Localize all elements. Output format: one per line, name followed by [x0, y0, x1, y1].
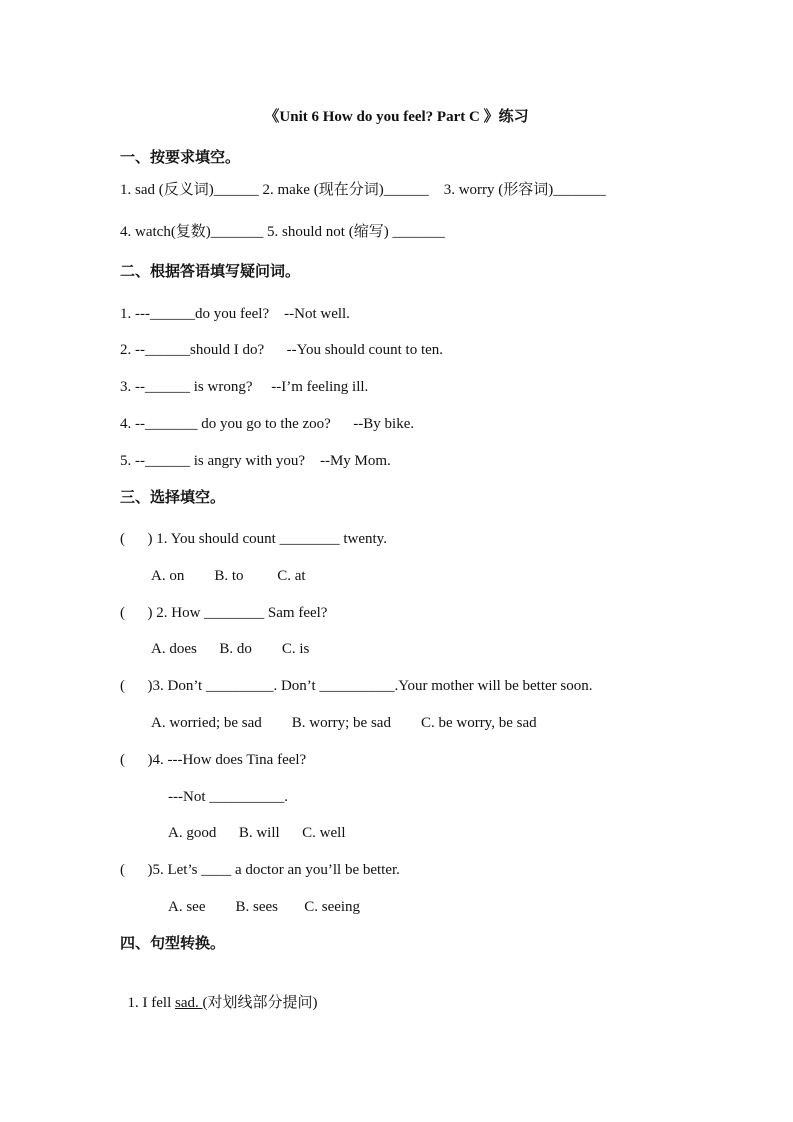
section-heading-3: 三、选择填空。 — [120, 490, 226, 506]
section-heading-2: 二、根据答语填写疑问词。 — [120, 264, 301, 280]
section1-line-2: 4. watch(复数)_______ 5. should not (缩写) _______ — [120, 224, 445, 240]
section-heading-4: 四、句型转换。 — [120, 936, 226, 952]
choice-options-5: A. see B. sees C. seeing — [168, 899, 361, 915]
question-item: 3. --______ is wrong? --I’m feeling ill. — [120, 379, 369, 395]
choice-question-3: ( )3. Don’t _________. Don’t __________.Your mother will be better soon. — [120, 678, 593, 694]
question-item: 4. --_______ do you go to the zoo? --By bike. — [120, 416, 415, 432]
page-title: 《Unit 6 How do you feel? Part C 》练习 — [264, 109, 529, 125]
transform-item-1 — [120, 976, 317, 1012]
choice-question-2: ( ) 2. How ________ Sam feel? — [120, 605, 328, 621]
transform-item-prefix: 1. I fell — [127, 995, 175, 1011]
choice-question-4: ( )4. ---How does Tina feel? — [120, 752, 307, 768]
choice-options-2: A. does B. do C. is — [151, 641, 310, 657]
choice-options-1: A. on B. to C. at — [151, 568, 306, 584]
choice-options-4: A. good B. will C. well — [168, 825, 346, 841]
question-item: 1. ---______do you feel? --Not well. — [120, 306, 350, 322]
section1-line-1: 1. sad (反义词)______ 2. make (现在分词)______ 3. worry (形容词)_______ — [120, 182, 606, 198]
choice-options-3: A. worried; be sad B. worry; be sad C. be worry, be sad — [151, 715, 537, 731]
underlined-word: sad. — [174, 995, 203, 1011]
question-item: 5. --______ is angry with you? --My Mom. — [120, 453, 391, 469]
section-heading-1: 一、按要求填空。 — [120, 150, 241, 166]
choice-subline-4: ---Not __________. — [168, 789, 288, 805]
transform-item-instruction: (对划线部分提问) — [202, 995, 318, 1011]
question-item: 2. --______should I do? --You should count to ten. — [120, 342, 444, 358]
choice-question-5: ( )5. Let’s ____ a doctor an you’ll be better. — [120, 862, 400, 878]
choice-question-1: ( ) 1. You should count ________ twenty. — [120, 531, 387, 547]
